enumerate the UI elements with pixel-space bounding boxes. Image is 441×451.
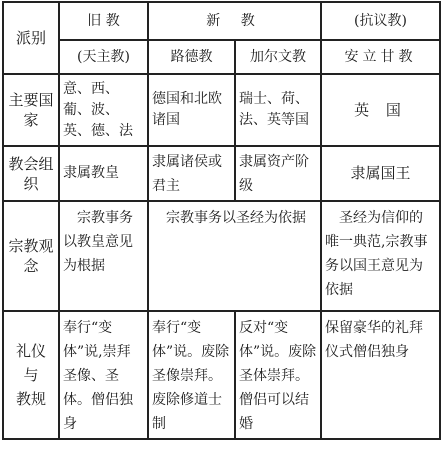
row-organization-label-cell xyxy=(3,146,59,201)
header-protest: (抗议教) xyxy=(354,12,407,29)
header-new-cell xyxy=(148,2,321,40)
header-old-sub-cell xyxy=(59,40,148,74)
row-rites xyxy=(3,311,440,439)
doctrine-anglican: 圣经为信仰的唯一典范,宗教事务以国王意见为依据 xyxy=(325,210,428,298)
row-rites-label-line-3: 教规 xyxy=(15,390,46,408)
organization-lutheran-cell xyxy=(148,146,235,201)
organization-catholic-cell xyxy=(59,146,148,201)
header-protest-cell xyxy=(321,2,440,40)
row-rites-label-cell xyxy=(3,311,59,439)
row-countries-label-cell xyxy=(3,74,59,146)
countries-catholic-cell xyxy=(59,74,148,146)
rites-anglican: 保留豪华的礼拜仪式僧侣独身 xyxy=(325,320,424,360)
header-row-top xyxy=(3,2,440,40)
rites-lutheran-cell xyxy=(148,311,235,439)
header-calvinist: 加尔文教 xyxy=(250,48,306,65)
countries-lutheran: 德国和北欧诸国 xyxy=(152,91,222,128)
rites-anglican-cell xyxy=(321,311,440,439)
countries-calvinist: 瑞士、荷、法、英等国 xyxy=(239,91,309,128)
row-organization-label: 教会组织 xyxy=(8,154,54,193)
header-label: 派别 xyxy=(15,29,46,47)
header-label-cell xyxy=(3,2,59,74)
rites-lutheran: 奉行“变体”说。废除圣像崇拜。废除修道士制 xyxy=(152,320,230,432)
header-old-cell xyxy=(59,2,148,40)
countries-catholic: 意、西、葡、波、英、德、法 xyxy=(63,80,133,139)
countries-anglican: 英 国 xyxy=(354,100,407,119)
rites-catholic-cell xyxy=(59,311,148,439)
rites-catholic: 奉行“变体”说,崇拜圣像、圣体。僧侣独身 xyxy=(63,320,133,432)
header-lutheran-cell xyxy=(148,40,235,74)
organization-anglican: 隶属国王 xyxy=(350,164,411,182)
rites-calvinist: 反对“变体”说。废除圣体崇拜。僧侣可以结婚 xyxy=(239,320,317,432)
header-old: 旧 教 xyxy=(87,12,120,29)
row-rites-label-line-2: 与 xyxy=(23,366,39,384)
doctrine-catholic-cell xyxy=(59,201,148,311)
organization-lutheran: 隶属诸侯或君主 xyxy=(152,153,222,194)
rites-calvinist-cell xyxy=(235,311,321,439)
doctrine-protestant: 宗教事务以圣经为依据 xyxy=(166,210,306,226)
row-organization xyxy=(3,146,440,201)
organization-catholic: 隶属教皇 xyxy=(63,165,119,181)
row-doctrine-label-cell xyxy=(3,201,59,311)
countries-anglican-cell xyxy=(321,74,440,146)
header-anglican-cell xyxy=(321,40,440,74)
countries-calvinist-cell xyxy=(235,74,321,146)
doctrine-anglican-cell xyxy=(321,201,440,311)
header-lutheran: 路德教 xyxy=(170,48,213,65)
header-row-bottom xyxy=(3,40,440,74)
row-countries-label: 主要国家 xyxy=(8,91,54,129)
religion-comparison-table xyxy=(2,1,441,440)
row-countries xyxy=(3,74,440,146)
organization-anglican-cell xyxy=(321,146,440,201)
header-calvinist-cell xyxy=(235,40,321,74)
header-old-sub: (天主教) xyxy=(77,48,130,65)
organization-calvinist-cell xyxy=(235,146,321,201)
row-doctrine-label: 宗教观念 xyxy=(8,237,54,275)
countries-lutheran-cell xyxy=(148,74,235,146)
header-new: 新 教 xyxy=(206,12,263,29)
doctrine-protestant-cell xyxy=(148,201,321,311)
doctrine-catholic: 宗教事务以教皇意见为根据 xyxy=(63,210,133,274)
row-rites-label-line-1: 礼仪 xyxy=(15,342,46,360)
header-anglican: 安立甘教 xyxy=(344,48,417,65)
organization-calvinist: 隶属资产阶级 xyxy=(239,153,309,194)
row-doctrine xyxy=(3,201,440,311)
